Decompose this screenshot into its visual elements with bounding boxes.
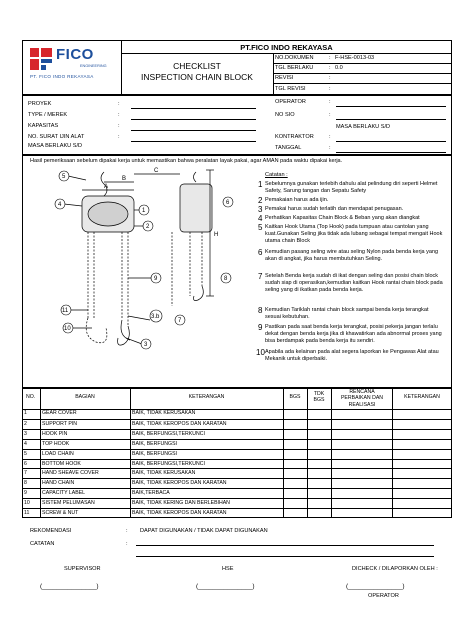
rencana-cell[interactable] (331, 420, 392, 429)
th-bagian: BAGIAN (75, 394, 95, 400)
keterangan-cell[interactable] (392, 489, 452, 498)
doc-title-line1: CHECKLIST (173, 61, 221, 71)
keterangan-cell[interactable] (392, 430, 452, 439)
catatan-line-1[interactable] (136, 545, 434, 546)
note-text-3: Pemakai harus sudah terlatih dan mendapat penugasan. (265, 206, 404, 212)
bgs-check[interactable] (283, 420, 307, 429)
kapasitas-field[interactable] (131, 130, 256, 131)
row-no: 9 (24, 490, 27, 497)
row-no: 4 (24, 440, 27, 447)
row-keterangan: BAIK,TERBACA (132, 490, 170, 497)
tdk-bgs-check[interactable] (307, 409, 331, 418)
bgs-check[interactable] (283, 450, 307, 459)
tdk-bgs-check[interactable] (307, 440, 331, 449)
supervisor-label: SUPERVISOR (64, 566, 101, 572)
info-label-kapasitas: KAPASITAS (28, 123, 59, 129)
row-bagian: HAND SHEAVE COVER (42, 470, 99, 477)
bgs-check[interactable] (283, 430, 307, 439)
row-no: 6 (24, 460, 27, 467)
note-text-7: Setelah Benda kerja sudah di ikat dengan seling dan posisi chain block sudah siap di operasikan,kemudian kaitkan Hook rantai chain block pada seling yang di ikatkan pada benda kerja. (265, 273, 443, 293)
info-left-masa-berlaku: MASA BERLAKU S/D (28, 143, 83, 149)
rekomendasi-value[interactable]: DAPAT DIGUNAKAN / TIDAK DAPAT DIGUNAKAN (140, 528, 268, 534)
info-sep-operator: : (329, 99, 331, 105)
diagram-label-4: 4 (58, 202, 62, 208)
bgs-check[interactable] (283, 509, 307, 518)
row-keterangan: BAIK, BERFUNGSI,TERKUNCI (132, 430, 205, 437)
note-number-1: 1 (258, 180, 263, 189)
diagram-label-10: 10 (64, 326, 71, 332)
note-number-7: 7 (258, 272, 263, 281)
supervisor-signature[interactable]: (_______________) (40, 583, 99, 590)
tdk-bgs-check[interactable] (307, 469, 331, 478)
bgs-check[interactable] (283, 489, 307, 498)
table-row (22, 409, 452, 419)
intro-text: Hasil pemeriksaan sebelum dipakai kerja untuk memastikan bahwa peralatan layak pakai, agar AMAN pada waktu dipakai kerja. (30, 158, 343, 164)
row-bagian: SCREW & NUT (42, 510, 79, 516)
table-row (22, 419, 452, 429)
header-divider-2 (273, 53, 274, 95)
type-merek-field[interactable] (131, 119, 256, 120)
logo-tagline: PT. FICO INDO REKAYASA (30, 74, 94, 79)
info-label-type: TYPE / MEREK (28, 112, 68, 118)
rencana-cell[interactable] (331, 479, 392, 488)
row-bagian: CAPACITY LABEL (42, 490, 86, 497)
note-text-1: Sebelumnya gunakan terlebih dahulu alat pelindung diri seperti Helmet Safety, Sarung tangan dan Sepatu Safety (265, 181, 438, 194)
row-keterangan: BAIK, TIDAK KEROPOS DAN KARATAN (132, 480, 227, 487)
info-label-nosio: NO SIO (275, 112, 295, 118)
rekomendasi-sep: : (126, 528, 128, 534)
info-label-surat-ijin: NO. SURAT IJIN ALAT (28, 134, 85, 140)
row-bagian: BOTTOM HOOK (42, 460, 81, 467)
meta-label-tglberlaku: TGL BERLAKU (275, 65, 314, 71)
note-text-10: Apabila ada kelainan pada alat segera laporkan ke Pengawas Alat atau Mekanik untuk diperbaiki. (265, 349, 439, 362)
note-number-5: 5 (258, 223, 263, 232)
row-bagian: SUPPORT PIN (42, 420, 77, 427)
keterangan-cell[interactable] (392, 509, 452, 518)
row-no: 8 (24, 480, 27, 487)
note-number-4: 4 (258, 214, 263, 223)
row-keterangan: BAIK, TIDAK KERUSAKAN (132, 470, 196, 477)
row-bagian: TOP HOOK (42, 440, 70, 447)
catatan-label: Catatan : (265, 172, 288, 178)
tdk-bgs-check[interactable] (307, 460, 331, 469)
row-no: 3 (24, 430, 27, 437)
header-company-underline (121, 53, 452, 54)
info-sep-surat-ijin: : (118, 134, 120, 140)
meta-rule-3 (273, 83, 452, 84)
tanggal-field[interactable] (336, 152, 446, 153)
note-text-8: Kemudian Tariklah rantai chain block sampai benda kerja terangkat sesuai kebutuhan. (265, 307, 429, 320)
keterangan-cell[interactable] (392, 499, 452, 508)
keterangan-cell[interactable] (392, 420, 452, 429)
diagram-label-3b: 3.b (151, 314, 160, 320)
diagram-label-A: A (104, 184, 109, 190)
row-bagian: GEAR COVER (42, 410, 77, 416)
company-logo (28, 44, 120, 84)
note-number-10: 10 (256, 348, 265, 357)
note-number-9: 9 (258, 323, 263, 332)
bgs-check[interactable] (283, 479, 307, 488)
nosio-field[interactable] (336, 119, 446, 120)
info-sep-kapasitas: : (118, 123, 120, 129)
diagram-label-5: 5 (62, 174, 66, 180)
rekomendasi-label: REKOMENDASI (30, 528, 72, 534)
hse-label: HSE (222, 566, 234, 572)
row-keterangan: BAIK, TIDAK KERUSAKAN (132, 410, 196, 416)
th-keterangan: KETERANGAN (188, 394, 225, 400)
diagram-label-11: 11 (62, 308, 69, 314)
row-keterangan: BAIK, BERFUNGSI (132, 440, 177, 447)
note-number-2: 2 (258, 196, 263, 205)
note-number-8: 8 (258, 306, 263, 315)
note-text-6: Kemudian pasang seling wire atau seling Nylon pada benda kerja yang akan di angkat, jika harus membutuhkan Seling. (265, 249, 439, 262)
row-no: 7 (24, 470, 27, 477)
operator-signature[interactable]: (_______________) (346, 583, 405, 590)
company-name: PT.FICO INDO REKAYASA (240, 43, 333, 52)
info-label-kontraktor: KONTRAKTOR (275, 134, 314, 140)
row-keterangan: BAIK, TIDAK KEROPOS DAN KARATAN (132, 420, 227, 427)
bgs-check[interactable] (283, 499, 307, 508)
bgs-check[interactable] (283, 469, 307, 478)
diagram-label-9: 9 (154, 276, 158, 282)
info-label-operator: OPERATOR (275, 99, 306, 105)
info-sep-tanggal: : (329, 145, 331, 151)
th-tdk-bgs: TDK BGS (313, 391, 325, 403)
table-row (22, 488, 452, 498)
th-rencana: RENCANA PERBAIKAN DAN REALISASI (340, 389, 384, 408)
note-number-3: 3 (258, 205, 263, 214)
table-row (22, 468, 452, 478)
operator-label: OPERATOR (368, 593, 399, 599)
diagram-label-3: 3 (144, 342, 148, 348)
rencana-cell[interactable] (331, 489, 392, 498)
th-bgs: BGS (289, 394, 301, 400)
tdk-bgs-check[interactable] (307, 509, 331, 518)
tdk-bgs-check[interactable] (307, 430, 331, 439)
rencana-cell[interactable] (331, 499, 392, 508)
rencana-cell[interactable] (331, 469, 392, 478)
meta-rule-1 (273, 63, 452, 64)
catatan-footer-sep: : (126, 541, 128, 547)
info-sep-kontraktor: : (329, 134, 331, 140)
dicheck-label: DICHECK / DILAPORKAN OLEH : (352, 566, 438, 572)
rencana-cell[interactable] (331, 509, 392, 518)
diagram-label-8: 8 (224, 276, 228, 282)
diagram-label-C: C (154, 168, 159, 174)
surat-ijin-field[interactable] (131, 141, 256, 142)
catatan-footer-label: CATATAN (30, 541, 55, 547)
row-no: 10 (24, 500, 30, 507)
info-sep-type: : (118, 112, 120, 118)
proyek-field[interactable] (131, 108, 256, 109)
catatan-line-2[interactable] (136, 556, 434, 557)
diagram-label-1: 1 (142, 208, 146, 214)
row-keterangan: BAIK, BERFUNGSI (132, 450, 177, 457)
row-keterangan: BAIK, BERFUNGSI,TERKUNCI (132, 460, 205, 467)
meta-label-nodokumen: NO.DOKUMEN (275, 55, 314, 61)
meta-label-revisi: REVISI (275, 75, 294, 81)
keterangan-cell[interactable] (392, 479, 452, 488)
diagram-label-H: H (214, 232, 219, 238)
table-row (22, 449, 452, 459)
bgs-check[interactable] (283, 409, 307, 418)
info-right-masa-berlaku: MASA BERLAKU S/D (336, 124, 391, 130)
meta-sep-nodokumen: : (329, 55, 331, 61)
note-text-9: Pastikan pada saat benda kerja terangkat, posisi pekerja jangan terlalu dekat dengan benda kerja jika di khawatirkan ada abnormal proses yang bisa berdampak pada benda kerja itu sendiri. (265, 324, 442, 344)
note-number-6: 6 (258, 248, 263, 257)
meta-value-tglberlaku: 0.0 (335, 65, 343, 71)
rencana-cell[interactable] (331, 440, 392, 449)
row-bagian: HAND CHAIN (42, 480, 75, 487)
operator-field[interactable] (336, 106, 446, 107)
doc-title-line2: INSPECTION CHAIN BLOCK (141, 72, 253, 82)
table-row (22, 508, 452, 518)
meta-sep-tglrevisi: : (329, 86, 331, 92)
rencana-cell[interactable] (331, 460, 392, 469)
keterangan-cell[interactable] (392, 409, 452, 418)
info-label-proyek: PROYEK (28, 101, 52, 107)
row-bagian: LOAD CHAIN (42, 450, 74, 457)
keterangan-cell[interactable] (392, 440, 452, 449)
row-no: 2 (24, 420, 27, 427)
tdk-bgs-check[interactable] (307, 450, 331, 459)
rencana-cell[interactable] (331, 409, 392, 418)
hse-signature[interactable]: (_______________) (196, 583, 255, 590)
table-row (22, 429, 452, 439)
bgs-check[interactable] (283, 460, 307, 469)
meta-label-tglrevisi: TGL REVISI (275, 86, 306, 92)
diagram-label-2: 2 (146, 224, 150, 230)
table-row (22, 498, 452, 508)
rencana-cell[interactable] (331, 450, 392, 459)
logo-sub: ENGINEERING (80, 64, 107, 68)
chain-block-diagram (30, 166, 252, 378)
logo-text: FICO (56, 46, 94, 63)
table-row (22, 478, 452, 488)
note-text-4: Perhatikan Kapasitas Chain Block & Beban yang akan diangkat (265, 215, 420, 221)
meta-value-nodokumen: F-HSE-0013-03 (335, 55, 375, 61)
row-keterangan: BAIK, TIDAK KEROPOS DAN KARATAN (132, 510, 227, 516)
row-no: 1 (24, 410, 27, 416)
tdk-bgs-check[interactable] (307, 489, 331, 498)
tdk-bgs-check[interactable] (307, 499, 331, 508)
keterangan-cell[interactable] (392, 469, 452, 478)
row-no: 5 (24, 450, 27, 457)
th-no: NO. (26, 394, 36, 400)
diagram-label-7: 7 (178, 318, 182, 324)
meta-sep-revisi: : (329, 75, 331, 81)
diagram-label-B: B (122, 176, 127, 182)
table-row (22, 439, 452, 449)
diagram-label-6: 6 (226, 200, 230, 206)
tdk-bgs-check[interactable] (307, 420, 331, 429)
keterangan-cell[interactable] (392, 460, 452, 469)
info-sep-proyek: : (118, 101, 120, 107)
note-text-5: Kaitkan Hook Utama (Top Hook) pada tumpuan atau cantolan yang kuat.Gunakan Seling jika tidak ada lubang sebagai tempat mengait Hook utama chain Block (265, 224, 443, 244)
row-bagian: SISTEM PELUMASAN (42, 500, 95, 507)
info-sep-nosio: : (329, 112, 331, 118)
keterangan-cell[interactable] (392, 450, 452, 459)
row-bagian: HOOK PIN (42, 430, 68, 437)
rencana-cell[interactable] (331, 430, 392, 439)
note-text-2: Pemakaian harus ada ijin. (265, 197, 329, 203)
fico-logo-icon (30, 48, 52, 70)
row-keterangan: BAIK, TIDAK KERING DAN BERLEBIHAN (132, 500, 230, 507)
tdk-bgs-check[interactable] (307, 479, 331, 488)
row-no: 11 (24, 510, 30, 516)
meta-sep-tglberlaku: : (329, 65, 331, 71)
th-keterangan-2: KETERANGAN (404, 394, 440, 400)
info-label-tanggal: TANGGAL (275, 145, 302, 151)
table-row (22, 459, 452, 469)
kontraktor-field[interactable] (336, 141, 446, 142)
meta-rule-2 (273, 73, 452, 74)
bgs-check[interactable] (283, 440, 307, 449)
